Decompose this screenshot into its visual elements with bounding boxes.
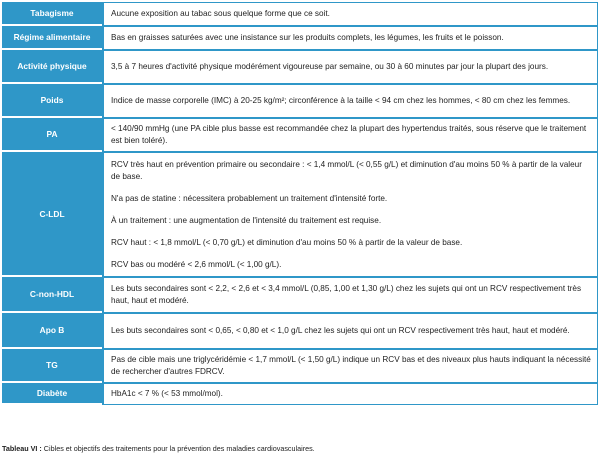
table-row (2, 313, 598, 349)
row-text: Les buts secondaires sont < 0,65, < 0,80 et < 1,0 g/L chez les sujets qui ont un RCV respectivement très haut, haut et modéré. (111, 326, 570, 335)
row-text: À un traitement : une augmentation de l'intensité du traitement est requise. (111, 215, 382, 225)
table-row (2, 50, 598, 84)
row-label: PA (2, 118, 102, 152)
row-label: Poids (2, 84, 102, 118)
row-label: TG (2, 349, 102, 383)
row-text: RCV haut : < 1,8 mmol/L (< 0,70 g/L) et diminution d'au moins 50 % à partir de la valeur de base. (111, 237, 463, 247)
table-caption (2, 444, 315, 453)
row-text: Aucune exposition au tabac sous quelque forme que ce soit. (111, 9, 330, 18)
row-label: Activité physique (2, 50, 102, 84)
row-text: N'a pas de statine : nécessitera probablement un traitement d'intensité forte. (111, 193, 388, 203)
table-row (2, 349, 598, 383)
row-text: RCV très haut en prévention primaire ou secondaire : < 1,4 mmol/L (< 0,55 g/L) et diminution d'au moins 50 % à partir de la valeur de base. (111, 159, 582, 181)
table-row (2, 2, 598, 26)
row-text: HbA1c < 7 % (< 53 mmol/mol). (111, 389, 223, 398)
row-text: Indice de masse corporelle (IMC) à 20-25 kg/m²; circonférence à la taille < 94 cm chez les hommes, < 80 cm chez les femmes. (111, 96, 571, 105)
table-row (2, 118, 598, 152)
row-content (102, 349, 598, 383)
row-content (102, 84, 598, 118)
row-text: Les buts secondaires sont < 2,2, < 2,6 et < 3,4 mmol/L (0,85, 1,00 et 1,30 g/L) chez les sujets qui ont un RCV respectivement très haut, haut et modéré. (111, 284, 582, 305)
caption-text: Cibles et objectifs des traitements pour la prévention des maladies cardiovasculaires. (41, 444, 315, 453)
row-label: Diabète (2, 383, 102, 405)
row-content (102, 118, 598, 152)
row-text: 3,5 à 7 heures d'activité physique modérément vigoureuse par semaine, ou 30 à 60 minutes par jour la plupart des jours. (111, 62, 549, 71)
row-text: Bas en graisses saturées avec une insistance sur les produits complets, les légumes, les fruits et le poisson. (111, 33, 504, 42)
table-row (2, 383, 598, 405)
row-content (102, 152, 598, 277)
row-label: C-non-HDL (2, 277, 102, 313)
row-label: Régime alimentaire (2, 26, 102, 50)
row-content (102, 50, 598, 84)
table-row (2, 26, 598, 50)
caption-prefix: Tableau VI : (2, 444, 42, 453)
row-text: < 140/90 mmHg (une PA cible plus basse est recommandée chez la plupart des hypertendus traités, sous réserve que le traitement est bien toléré). (111, 124, 587, 145)
row-content (102, 313, 598, 349)
row-text: Pas de cible mais une triglycéridémie < 1,7 mmol/L (< 1,50 g/L) indique un RCV bas et des niveaux plus hauts indiquant la nécessité de rechercher d'autres FDRCV. (111, 355, 591, 376)
table-row (2, 152, 598, 277)
row-content (102, 277, 598, 313)
row-content (102, 2, 598, 26)
targets-table (2, 2, 598, 405)
row-label: Tabagisme (2, 2, 102, 26)
row-label: Apo B (2, 313, 102, 349)
table-row (2, 84, 598, 118)
row-content (102, 26, 598, 50)
row-text: RCV bas ou modéré < 2,6 mmol/L (< 1,00 g/L). (111, 259, 282, 269)
row-label: C-LDL (2, 152, 102, 277)
table-row (2, 277, 598, 313)
row-content (102, 383, 598, 405)
